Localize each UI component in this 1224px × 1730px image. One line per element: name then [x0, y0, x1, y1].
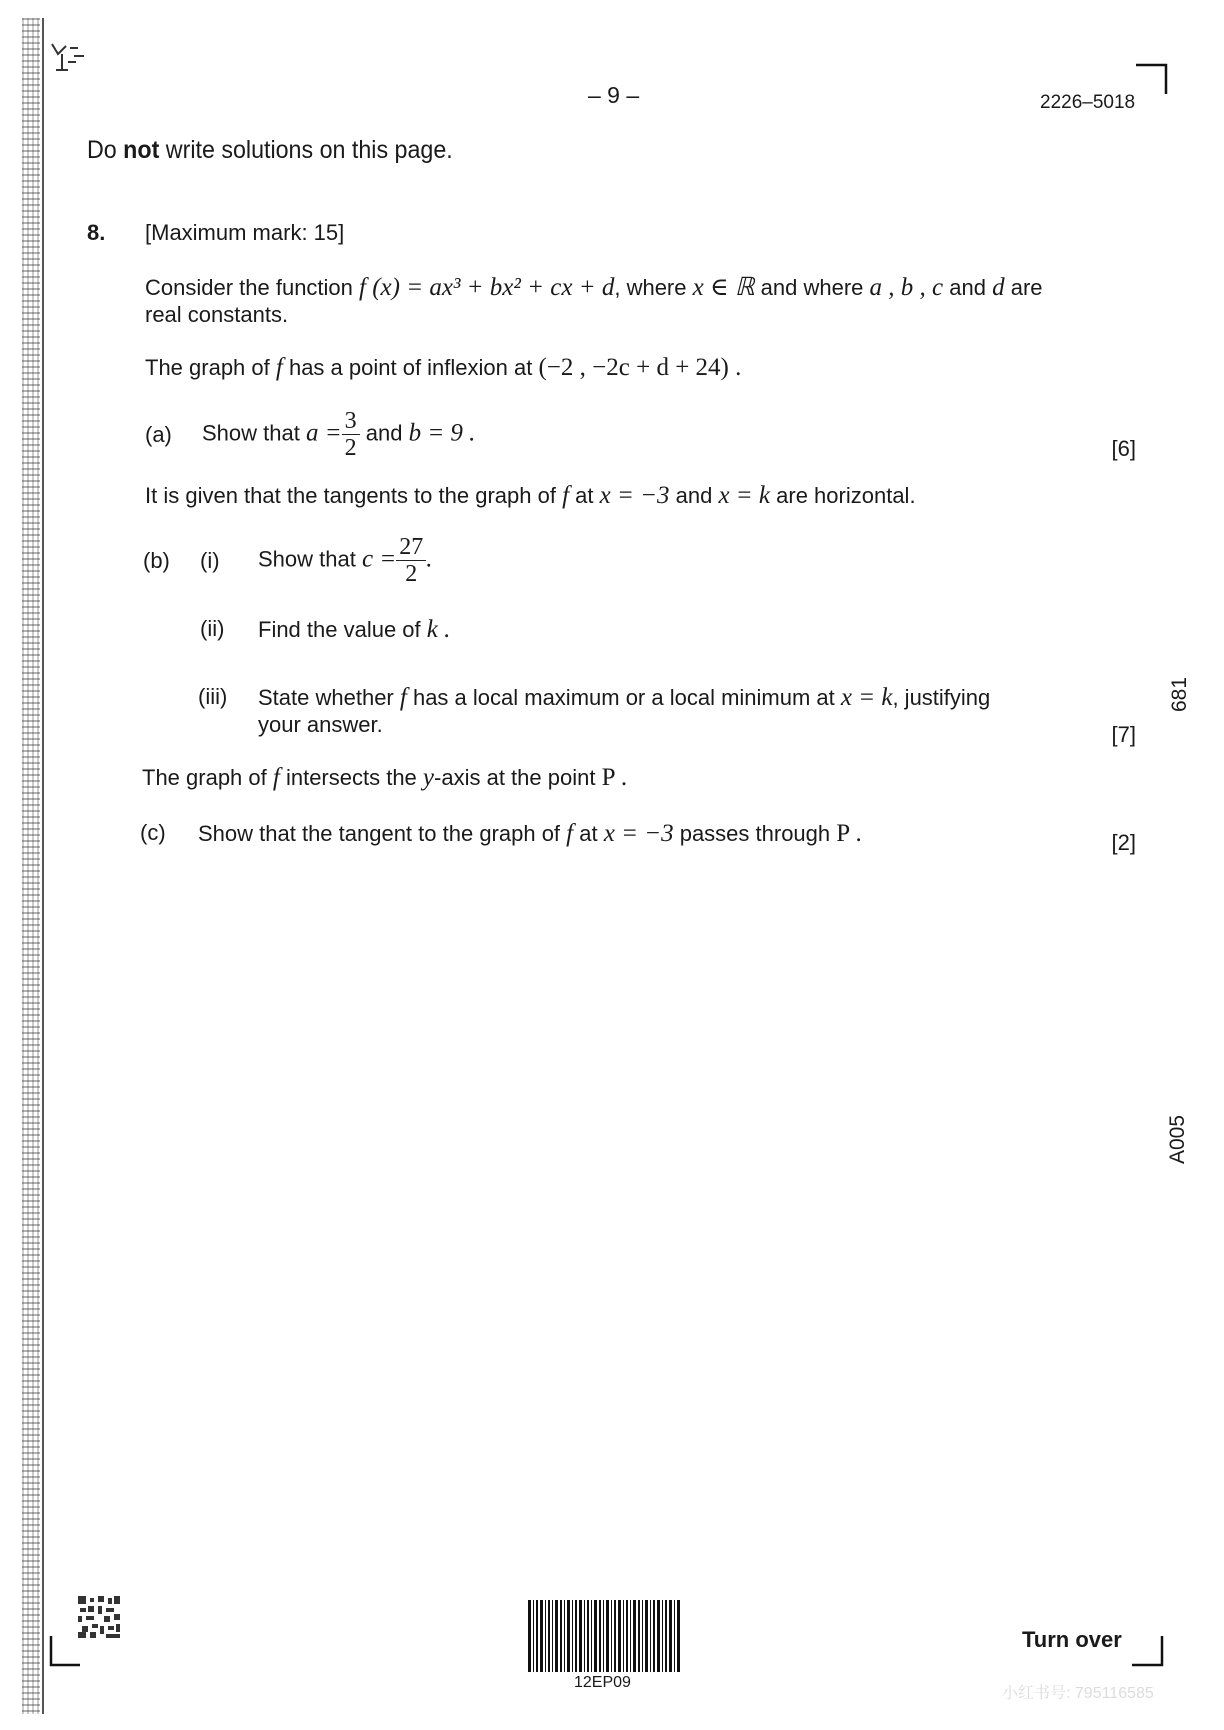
registration-mark-bottom-left-icon — [48, 1634, 82, 1668]
scribble-mark-icon — [48, 40, 94, 76]
perforated-edge — [22, 18, 40, 1714]
part-c-text: Show that the tangent to the graph of f at x = −3 passes through P . — [198, 820, 862, 847]
fraction-3-over-2: $\frac{3}{2}$ — [342, 408, 360, 462]
part-b-marks: [7] — [1111, 722, 1136, 747]
part-a-label: (a) — [145, 422, 172, 447]
barcode-label: 12EP09 — [574, 1674, 631, 1691]
intersects-statement: The graph of f intersects the y-axis at the point P . — [142, 764, 628, 791]
part-b-i-text: Show that c = $\frac{27}{2}$ . — [258, 534, 433, 588]
part-b-ii-text: Find the value of k . — [258, 616, 451, 643]
part-b-iii-line2: your answer. — [258, 712, 383, 737]
part-b-iii-label: (iii) — [198, 684, 228, 709]
part-b-i-label: (i) — [200, 548, 220, 573]
part-b-ii-label: (ii) — [200, 616, 225, 641]
part-b-iii-text: State whether f has a local maximum or a local minimum at x = k, justifying — [258, 684, 991, 711]
tangents-statement: It is given that the tangents to the graph of f at x = −3 and x = k are horizontal. — [145, 482, 916, 509]
part-a-marks: [6] — [1111, 436, 1136, 461]
watermark-text: 小红书号: 795116585 — [1002, 1685, 1154, 1702]
part-a-text: Show that a = $\frac{3}{2}$ and b = 9 . — [202, 408, 476, 462]
paper-code: 2226–5018 — [1040, 92, 1136, 113]
margin-line — [42, 18, 44, 1714]
page-number: – 9 – — [588, 82, 640, 108]
turn-over-text: Turn over — [1022, 1627, 1122, 1652]
side-code-681: 681 — [1168, 676, 1191, 712]
qr-code-icon — [78, 1596, 120, 1638]
registration-mark-top-right-icon — [1134, 62, 1170, 96]
question-number: 8. — [87, 220, 106, 245]
fraction-27-over-2: $\frac{27}{2}$ — [396, 534, 426, 588]
part-c-marks: [2] — [1111, 830, 1136, 855]
side-code-a005: A005 — [1166, 1114, 1189, 1164]
maximum-mark: [Maximum mark: 15] — [145, 220, 345, 245]
part-b-label: (b) — [143, 548, 170, 573]
question-intro-line2: real constants. — [145, 302, 289, 327]
page-notice: Do not write solutions on this page. — [87, 136, 453, 164]
barcode-icon — [528, 1600, 680, 1672]
question-intro-line1: Consider the function f (x) = ax³ + bx² + cx + d, where x ∈ ℝ and where a , b , c and d are — [145, 274, 1043, 301]
registration-mark-bottom-right-icon — [1130, 1634, 1166, 1668]
part-c-label: (c) — [140, 820, 166, 845]
inflexion-statement: The graph of f has a point of inflexion at (−2 , −2c + d + 24) . — [145, 354, 742, 381]
